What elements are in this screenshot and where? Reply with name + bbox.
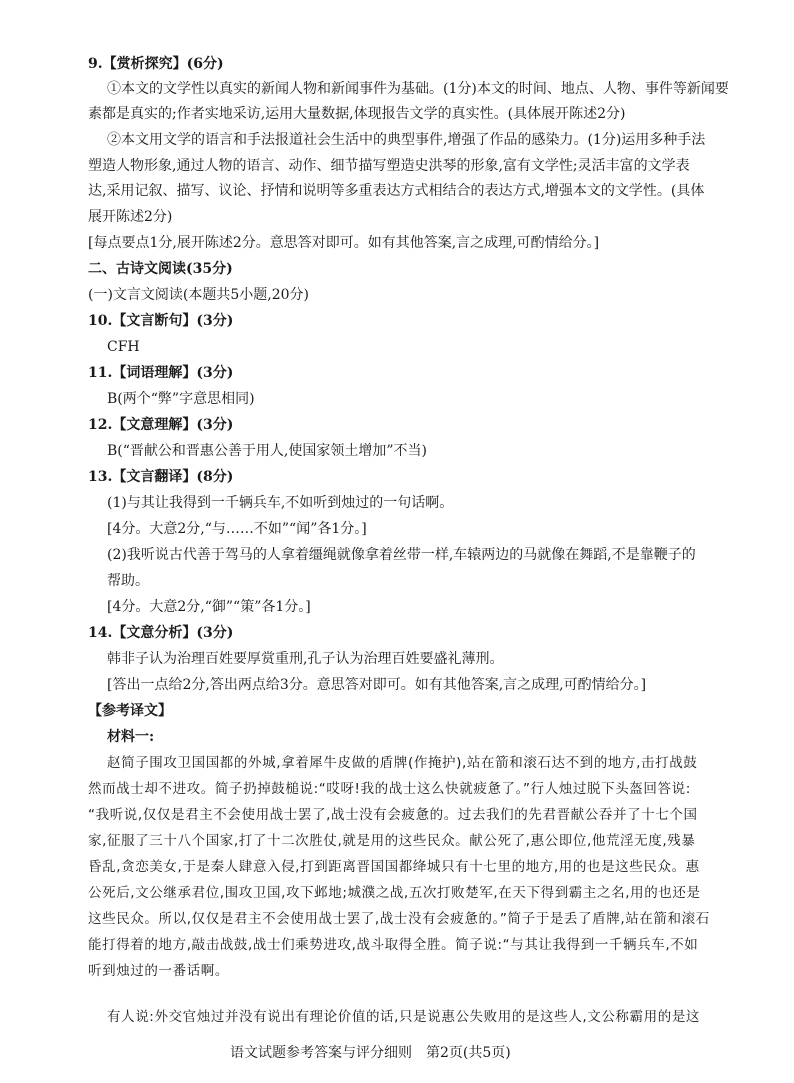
q9-title: 9.【赏析探究】(6分): [88, 56, 224, 72]
q14-scoring-note: [答出一点给2分,答出两点给3分。意思答对即可。如有其他答案,言之成理,可酌情给分。]: [107, 677, 647, 693]
q9-line: 塑造人物形象,通过人物的语言、动作、细节描写塑造史洪琴的形象,富有文学性;灵活丰富的文学表: [88, 158, 690, 174]
q13-scoring-note: [4分。大意2分,“御”“策”各1分。]: [107, 599, 311, 615]
material-label: 材料一:: [107, 729, 155, 745]
section-title: 二、古诗文阅读(35分): [88, 261, 233, 277]
q10-title: 10.【文言断句】(3分): [88, 313, 234, 329]
q9-line: 素都是真实的;作者实地采访,运用大量数据,体现报告文学的真实性。(具体展开陈述2分): [88, 106, 626, 122]
q14-title: 14.【文意分析】(3分): [88, 625, 234, 641]
q12-answer: B(“晋献公和晋惠公善于用人,使国家领土增加”不当): [107, 443, 427, 459]
q9-line: 达,采用记叙、描写、议论、抒情和说明等多重表达方式相结合的表达方式,增强本文的文学性。(具体: [88, 183, 705, 199]
q11-title: 11.【词语理解】(3分): [88, 365, 234, 381]
translation-line: 赵简子围攻卫国国都的外城,拿着犀牛皮做的盾牌(作掩护),站在箭和滚石达不到的地方,击打战鼓: [107, 755, 698, 771]
q9-line: 展开陈述2分): [88, 209, 173, 225]
translation-line: “我听说,仅仅是君主不会使用战士罢了,战士没有会疲惫的。过去我们的先君晋献公吞并了十七个国: [88, 807, 698, 823]
q9-line: ②本文用文学的语言和手法报道社会生活中的典型事件,增强了作品的感染力。(1分)运用多种手法: [107, 132, 706, 148]
q13-line: (2)我听说古代善于驾马的人拿着缰绳就像拿着丝带一样,车辕两边的马就像在舞蹈,不是靠鞭子的: [107, 547, 696, 563]
q13-line: (1)与其让我得到一千辆兵车,不如听到烛过的一句话啊。: [107, 495, 454, 511]
translation-line: 然而战士却不进攻。简子扔掉鼓槌说:“哎呀!我的战士这么快就疲惫了。”行人烛过脱下头盔回答说:: [88, 781, 691, 797]
translation-line: 昏乱,贪恋美女,于是秦人肆意入侵,打到距离晋国国都绛城只有十七里的地方,用的也是这些民众。惠: [88, 859, 700, 875]
q14-line: 韩非子认为治理百姓要厚赏重刑,孔子认为治理百姓要盛礼薄刑。: [107, 651, 504, 667]
translation-line: 能打得着的地方,敲击战鼓,战士们乘势进攻,战斗取得全胜。简子说:“与其让我得到一千辆兵车,不如: [88, 937, 699, 953]
q12-title: 12.【文意理解】(3分): [88, 417, 234, 433]
translation-line: 公死后,文公继承君位,围攻卫国,攻下邺地;城濮之战,五次打败楚军,在天下得到霸主之名,用的也还是: [88, 885, 701, 901]
translation-line: 这些民众。所以,仅仅是君主不会使用战士罢了,战士没有会疲惫的。”简子于是丢了盾牌,站在箭和滚石: [88, 911, 710, 927]
q13-line: 帮助。: [107, 573, 149, 589]
q13-title: 13.【文言翻译】(8分): [88, 469, 234, 485]
page-footer: 语文试题参考答案与评分细则 第2页(共5页): [230, 1045, 511, 1061]
q13-scoring-note: [4分。大意2分,“与……不如”“闻”各1分。]: [107, 521, 367, 537]
translation-line: 听到烛过的一番话啊。: [88, 963, 229, 979]
q10-answer: CFH: [107, 339, 140, 355]
section-subtitle: (一)文言文阅读(本题共5小题,20分): [88, 287, 310, 303]
translation-line: 家,征服了三十八个国家,打了十二次胜仗,就是用的这些民众。献公死了,惠公即位,他荒淫无度,残暴: [88, 833, 696, 849]
translation-line: 有人说:外交官烛过并没有说出有理论价值的话,只是说惠公失败用的是这些人,文公称霸用的是这: [107, 1009, 701, 1025]
q11-answer: B(两个“弊”字意思相同): [107, 391, 255, 407]
q9-scoring-note: [每点要点1分,展开陈述2分。意思答对即可。如有其他答案,言之成理,可酌情给分。]: [88, 235, 600, 251]
reference-translation-title: 【参考译文】: [88, 703, 172, 719]
q9-line: ①本文的文学性以真实的新闻人物和新闻事件为基础。(1分)本文的时间、地点、人物、事件等新闻要: [107, 81, 729, 97]
